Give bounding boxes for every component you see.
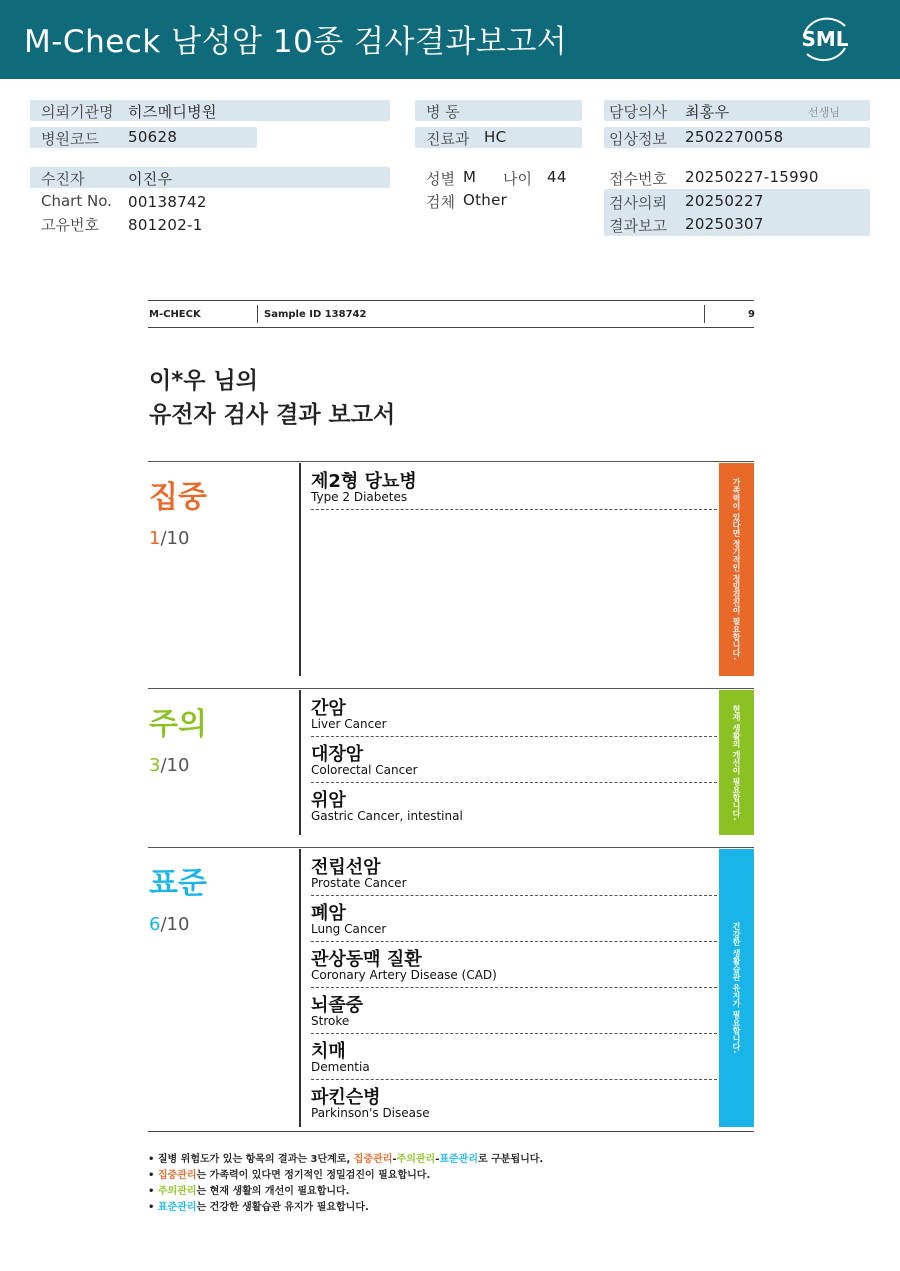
risk-item-name-en: Colorectal Cancer [311, 763, 418, 777]
requested-label: 검사의뢰 [609, 194, 667, 212]
risk-item [311, 1079, 717, 1125]
section-title: 주의 [149, 707, 207, 742]
standard-label: 표준관리 [439, 1154, 478, 1165]
risk-item [311, 782, 717, 828]
section-side-strip [719, 690, 754, 835]
patient-label: 수진자 [41, 170, 85, 188]
risk-item-name-en: Liver Cancer [311, 717, 387, 731]
doctor-value: 최홍우 [685, 103, 730, 121]
focus-label: 집중관리 [157, 1170, 197, 1181]
sample-id: Sample ID 138742 [264, 309, 367, 320]
header-divider [257, 305, 258, 323]
report-header-banner [0, 0, 900, 79]
doctor-suffix: 선생님 [808, 106, 840, 119]
risk-item [311, 736, 717, 783]
risk-item-name-kr: 관상동맥 질환 [311, 949, 422, 970]
header-divider [704, 305, 705, 323]
section-count-total: /10 [160, 528, 190, 549]
risk-item-name-kr: 대장암 [311, 744, 364, 765]
sex-value: M [463, 168, 477, 186]
hospital-code-label: 병원코드 [41, 130, 99, 148]
section-top-rule [148, 688, 754, 689]
age-value: 44 [547, 168, 567, 186]
report-title-line2: 유전자 검사 결과 보고서 [149, 402, 396, 428]
specimen-value: Other [463, 191, 508, 209]
section-top-rule [148, 847, 754, 848]
institution-value: 히즈메디병원 [128, 103, 217, 121]
section-standard [148, 847, 754, 1133]
sections-bottom-rule [148, 1131, 754, 1132]
risk-item-name-kr: 치매 [311, 1041, 346, 1062]
risk-item-name-kr: 위암 [311, 790, 346, 811]
unique-no-label: 고유번호 [41, 216, 99, 234]
hospital-code-value: 50628 [128, 128, 178, 146]
section-side-text: 현재 생활의 개선이 필요합니다. [732, 704, 741, 821]
section-side-strip [719, 463, 754, 676]
requested-value: 20250227 [685, 192, 764, 210]
section-count-value: 3 [149, 755, 161, 776]
risk-item-name-en: Prostate Cancer [311, 876, 407, 890]
caution-label: 주의관리 [396, 1154, 436, 1165]
page-number: 9 [748, 309, 755, 320]
focus-label: 집중관리 [353, 1154, 393, 1165]
section-caution [148, 688, 754, 835]
department-label: 진료과 [426, 130, 470, 148]
risk-item-name-kr: 파킨슨병 [311, 1087, 381, 1108]
unique-no-value: 801202-1 [128, 216, 203, 234]
section-divider-line [299, 849, 301, 1127]
receipt-no-label: 접수번호 [609, 170, 667, 188]
institution-label: 의뢰기관명 [41, 103, 114, 121]
age-label: 나이 [503, 170, 532, 188]
risk-item-name-en: Parkinson's Disease [311, 1106, 430, 1120]
risk-item-name-kr: 제2형 당뇨병 [311, 471, 417, 492]
page-header-top-rule [148, 300, 754, 301]
section-side-text: 가족력이 있다면 정기적인 정밀검진이 필요합니다. [732, 478, 741, 661]
section-count [149, 755, 189, 776]
reported-value: 20250307 [685, 215, 764, 233]
section-count-value: 1 [149, 528, 161, 549]
section-divider-line [299, 463, 301, 676]
risk-item [311, 849, 717, 896]
section-count [149, 914, 189, 935]
specimen-label: 검체 [426, 193, 455, 211]
patient-value: 이진우 [128, 170, 173, 188]
reported-label: 결과보고 [609, 217, 667, 235]
section-side-strip [719, 849, 754, 1127]
footnote-line: • 주의관리는 현재 생활의 개선이 필요합니다. [148, 1186, 350, 1197]
section-count-total: /10 [160, 755, 190, 776]
risk-item [311, 690, 717, 737]
section-divider-line [299, 690, 301, 835]
section-side-text: 건강한 생활습관 유지가 필요합니다. [732, 922, 741, 1054]
clinical-value: 2502270058 [685, 128, 784, 146]
risk-item [311, 1033, 717, 1080]
risk-item-name-kr: 폐암 [311, 903, 346, 924]
report-title: M-Check 남성암 10종 검사결과보고서 [24, 24, 568, 60]
risk-item-name-kr: 전립선암 [311, 857, 381, 878]
footnote-line: • 표준관리는 건강한 생활습관 유지가 필요합니다. [148, 1202, 369, 1213]
section-count-value: 6 [149, 914, 161, 935]
risk-item-name-en: Stroke [311, 1014, 350, 1028]
section-title: 표준 [149, 866, 207, 901]
ward-label: 병 동 [426, 103, 460, 121]
risk-item-name-en: Lung Cancer [311, 922, 387, 936]
section-top-rule [148, 461, 754, 462]
risk-item-name-en: Type 2 Diabetes [311, 490, 408, 504]
sex-label: 성별 [426, 170, 455, 188]
doctor-label: 담당의사 [609, 103, 667, 121]
logo-text: SML [801, 27, 849, 51]
section-count-total: /10 [160, 914, 190, 935]
section-title: 집중 [149, 480, 207, 515]
receipt-no-value: 20250227-15990 [685, 168, 819, 186]
sml-logo [795, 12, 855, 66]
risk-item-name-kr: 뇌졸중 [311, 995, 364, 1016]
risk-item [311, 463, 717, 510]
risk-item [311, 895, 717, 942]
standard-label: 표준관리 [157, 1202, 197, 1213]
chart-no-value: 00138742 [128, 193, 207, 211]
report-title-line1: 이*우 님의 [149, 368, 258, 394]
section-focus [148, 461, 754, 676]
risk-item-name-en: Dementia [311, 1060, 370, 1074]
caution-label: 주의관리 [157, 1186, 197, 1197]
chart-no-label: Chart No. [41, 192, 112, 210]
footnote-line: • 집중관리는 가족력이 있다면 정기적인 정밀검진이 필요합니다. [148, 1170, 431, 1181]
department-value: HC [484, 128, 507, 146]
risk-item [311, 941, 717, 988]
risk-item-name-en: Gastric Cancer, intestinal [311, 809, 463, 823]
footnote-line: • 질병 위험도가 있는 항목의 결과는 3단계로, 집중관리-주의관리-표준관리로 구분됩니다. [148, 1154, 544, 1165]
risk-item-name-kr: 간암 [311, 698, 346, 719]
brand-label: M-CHECK [149, 309, 201, 320]
risk-item-name-en: Coronary Artery Disease (CAD) [311, 968, 497, 982]
section-count [149, 528, 189, 549]
page-header-bottom-rule [148, 327, 754, 328]
clinical-label: 임상정보 [609, 130, 667, 148]
risk-item [311, 987, 717, 1034]
